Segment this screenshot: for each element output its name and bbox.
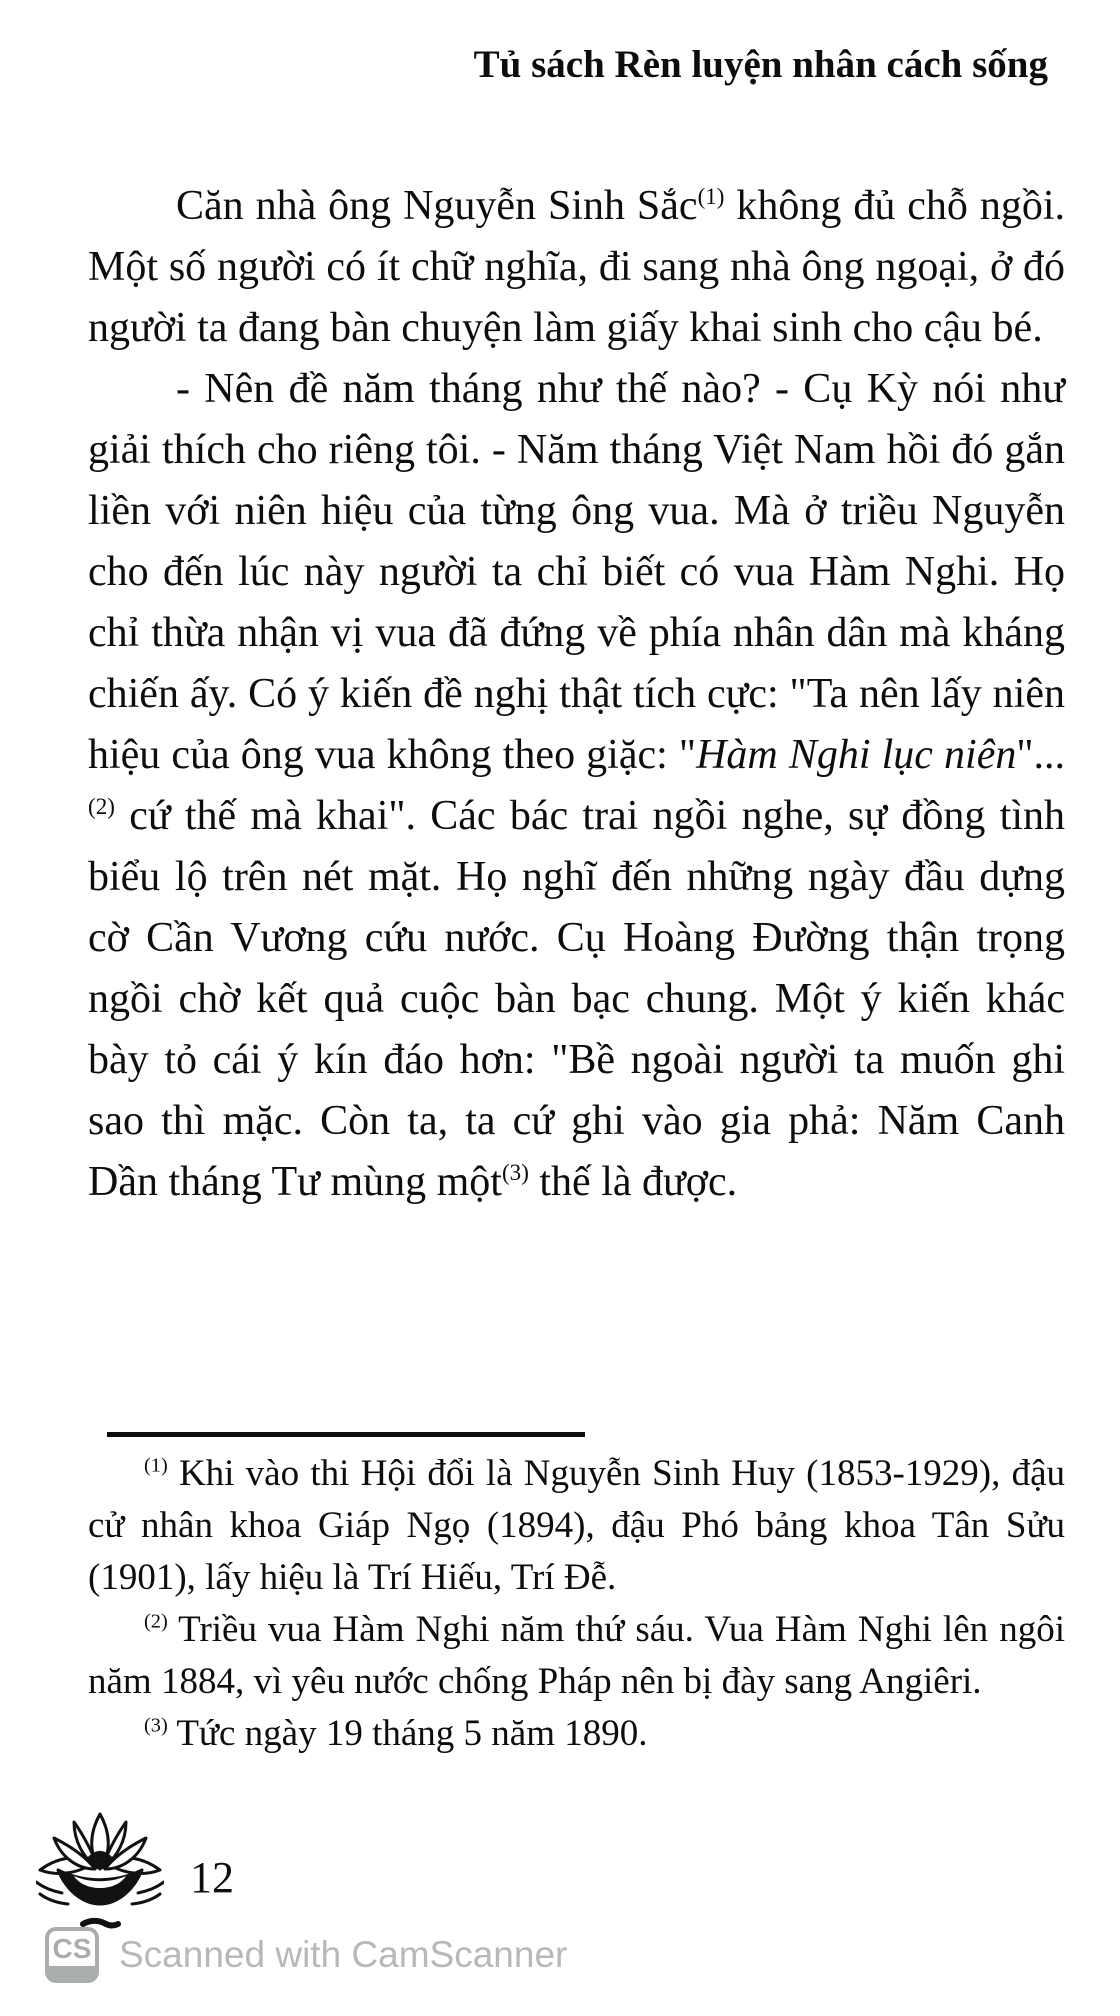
camscanner-logo-text: CS [52,1933,92,1964]
footnotes [88,1448,1065,1760]
footnote-2: $^{(2)}$ Triều vua Hàm Nghi năm thứ sáu. Vua Hàm Nghi lên ngôi năm 1884, vì yêu nước chống Pháp nên bị đày sang Angiêri. [88,1609,1065,1702]
camscanner-logo-strip [49,1966,95,1979]
paragraph-1: Căn nhà ông Nguyễn Sinh Sắc$^{(1)}$ không đủ chỗ ngồi. Một số người có ít chữ nghĩa, đi sang nhà ông ngoại, ở đó người ta đang bàn chuyện làm giấy khai sinh cho cậu bé. [88,183,1065,351]
body-text [88,176,1065,1213]
paragraph-2: - Nên đề năm tháng như thế nào? - Cụ Kỳ nói như giải thích cho riêng tôi. - Năm tháng Việt Nam hồi đó gắn liền với niên hiệu của từng ông vua. Mà ở triều Nguyễn cho đến lúc này người ta chỉ biết có vua Hàm Nghi. Họ chỉ thừa nhận vị vua đã đứng về phía nhân dân mà kháng chiến ấy. Có ý kiến đề nghị thật tích cực: "Ta nên lấy niên hiệu của ông vua không theo giặc: "Hàm Nghi lục niên"...$^{(2)}$ cứ thế mà khai". Các bác trai ngồi nghe, sự đồng tình biểu lộ trên nét mặt. Họ nghĩ đến những ngày đầu dựng cờ Cần Vương cứu nước. Cụ Hoàng Đường thận trọng ngồi chờ kết quả cuộc bàn bạc chung. Một ý kiến khác bày tỏ cái ý kín đáo hơn: "Bề ngoài người ta muốn ghi sao thì mặc. Còn ta, ta cứ ghi vào gia phả: Năm Canh Dần tháng Tư mùng một$^{(3)}$ thế là được. [88,366,1066,1205]
lotus-icon [36,1812,164,1934]
footnote-1: $^{(1)}$ Khi vào thi Hội đổi là Nguyễn Sinh Huy (1853-1929), đậu cử nhân khoa Giáp Ngọ (1894), đậu Phó bảng khoa Tân Sửu (1901), lấy hiệu là Trí Hiếu, Trí Đễ. [88,1453,1065,1598]
scanned-with-label: Scanned with CamScanner [119,1934,568,1975]
running-head: Tủ sách Rèn luyện nhân cách sống [473,43,1048,86]
camscanner-footer [45,1926,567,1984]
camscanner-logo-icon [45,1927,99,1983]
page-number: 12 [190,1853,234,1902]
footnote-3: $^{(3)}$ Tức ngày 19 tháng 5 năm 1890. [144,1713,648,1754]
footnote-separator [107,1432,585,1437]
